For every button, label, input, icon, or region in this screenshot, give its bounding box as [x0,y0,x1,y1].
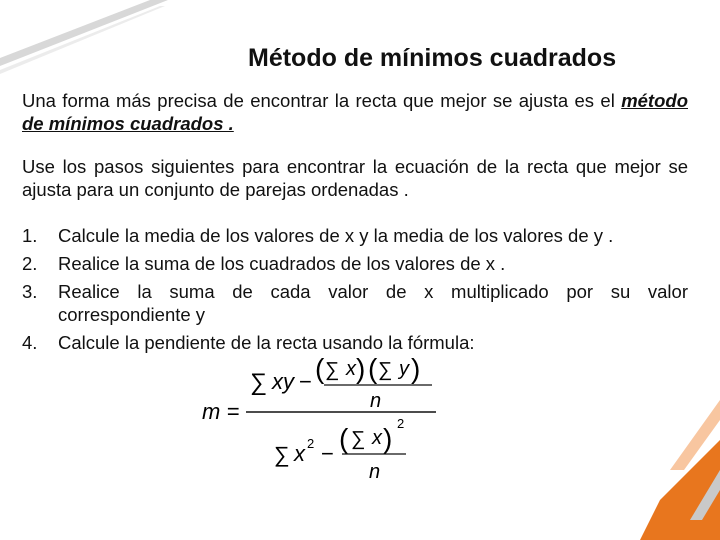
formula-square: 2 [307,436,315,451]
intro-text: Una forma más precisa de encontrar la recta que mejor se ajusta es el [22,90,615,111]
step-text: Calcule la media de los valores de x y la media de los valores de y . [58,225,614,246]
formula-x: x [294,441,305,466]
step-number: 4. [22,332,38,353]
list-item [22,224,688,247]
minus-sign: − [299,369,312,394]
sigma-symbol: ∑ [325,359,340,381]
list-item [22,331,688,354]
formula-n: n [370,390,382,412]
step-number: 3. [22,281,38,302]
paren-close: ) [356,356,366,384]
minus-sign: − [321,441,334,466]
formula-x: x [372,427,382,449]
paren-open: ( [339,423,349,454]
sigma-symbol: ∑ [378,359,393,381]
slope-formula [196,356,446,486]
formula-n: n [369,461,381,483]
formula-x: x [346,358,356,380]
step-text: Realice la suma de cada valor de x multiplicado por su valor correspondiente y [58,281,688,325]
list-item [22,280,688,326]
corner-decoration-top-left [0,0,170,75]
step-number: 2. [22,253,38,274]
instructions-paragraph: Use los pasos siguientes para encontrar la ecuación de la recta que mejor se ajusta para un conjunto de parejas ordenadas . [22,156,688,200]
sigma-symbol: ∑ [351,428,366,450]
step-number: 1. [22,225,38,246]
step-text: Calcule la pendiente de la recta usando la fórmula: [58,332,475,353]
list-item [22,252,688,275]
intro-emphasis: método de mínimos cuadrados . [22,90,688,134]
paren-open: ( [368,356,378,384]
intro-paragraph [22,89,688,135]
formula-square: 2 [397,416,405,431]
steps-list [22,224,688,359]
sigma-symbol: ∑ [250,369,268,396]
paren-close: ) [411,356,421,384]
page-title: Método de mínimos cuadrados [248,44,617,72]
formula-lhs: m = [202,399,240,424]
paren-open: ( [315,356,325,384]
formula-y: y [399,358,409,380]
paren-close: ) [383,423,393,454]
sigma-symbol: ∑ [274,442,290,467]
formula-xy: xy [272,369,294,394]
step-text: Realice la suma de los cuadrados de los valores de x . [58,253,506,274]
